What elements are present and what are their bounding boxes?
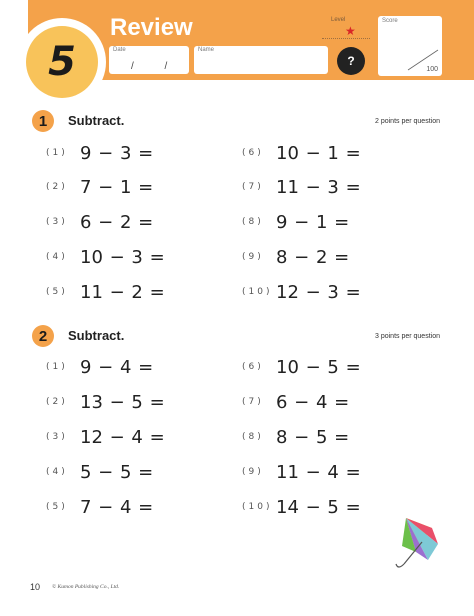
problem-row[interactable] — [242, 426, 349, 448]
score-label: Score — [382, 18, 398, 24]
problem-expression: 12 − 3 = — [276, 281, 361, 303]
problem-index: (3) — [46, 432, 68, 442]
section-number: 1 — [32, 110, 54, 132]
page-title: Review — [110, 14, 193, 41]
problem-row[interactable] — [242, 461, 361, 483]
problem-expression: 6 − 4 = — [276, 391, 350, 413]
problem-row[interactable] — [242, 391, 349, 413]
score-max: 100 — [426, 66, 438, 73]
problem-row[interactable] — [46, 391, 165, 413]
problem-expression: 8 − 5 = — [276, 426, 350, 448]
level-label: Level — [331, 17, 346, 23]
problem-row[interactable] — [46, 496, 153, 518]
problem-index: (6) — [242, 362, 264, 372]
problem-index: (2) — [46, 397, 68, 407]
problem-expression: 11 − 2 = — [80, 281, 165, 303]
section-title: Subtract. — [68, 328, 125, 343]
problem-index: (2) — [46, 182, 68, 192]
section-points: 2 points per question — [375, 118, 440, 125]
problem-row[interactable] — [242, 281, 361, 303]
problem-index: (7) — [242, 397, 264, 407]
problem-expression: 9 − 4 = — [80, 356, 154, 378]
problem-row[interactable] — [242, 356, 361, 378]
problem-expression: 6 − 2 = — [80, 211, 154, 233]
problem-row[interactable] — [46, 176, 153, 198]
problem-row[interactable] — [242, 246, 349, 268]
problem-expression: 10 − 3 = — [80, 246, 165, 268]
problem-expression: 11 − 3 = — [276, 176, 361, 198]
problem-index: (6) — [242, 148, 264, 158]
problem-row[interactable] — [46, 211, 153, 233]
name-label: Name — [198, 47, 215, 53]
problem-expression: 7 − 4 = — [80, 496, 154, 518]
problem-index: (5) — [46, 502, 68, 512]
problem-row[interactable] — [46, 426, 165, 448]
problem-index: (8) — [242, 217, 264, 227]
problem-index: (3) — [46, 217, 68, 227]
problem-row[interactable] — [242, 211, 349, 233]
problem-row[interactable] — [46, 356, 153, 378]
problem-expression: 10 − 1 = — [276, 142, 361, 164]
score-field[interactable] — [378, 16, 442, 76]
problem-row[interactable] — [46, 461, 153, 483]
problem-index: (8) — [242, 432, 264, 442]
problem-index: (9) — [242, 252, 264, 262]
star-icon: ★ — [345, 24, 356, 38]
problem-expression: 5 − 5 = — [80, 461, 154, 483]
page-number: 10 — [30, 582, 41, 592]
problem-index: (10) — [242, 502, 273, 512]
date-slashes: / / — [131, 61, 182, 72]
name-field[interactable] — [194, 46, 328, 74]
problem-expression: 8 − 2 = — [276, 246, 350, 268]
problem-index: (9) — [242, 467, 264, 477]
problem-index: (4) — [46, 467, 68, 477]
problem-index: (5) — [46, 287, 68, 297]
section-title: Subtract. — [68, 113, 125, 128]
problem-expression: 12 − 4 = — [80, 426, 165, 448]
level-badge-icon: ? — [337, 47, 365, 75]
date-label: Date — [113, 47, 126, 53]
problem-row[interactable] — [46, 246, 165, 268]
problem-expression: 14 − 5 = — [276, 496, 361, 518]
problem-expression: 13 − 5 = — [80, 391, 165, 413]
problem-index: (1) — [46, 362, 68, 372]
copyright-text: © Kumon Publishing Co., Ltd. — [52, 584, 120, 590]
problem-index: (4) — [46, 252, 68, 262]
section-points: 3 points per question — [375, 333, 440, 340]
problem-expression: 10 − 5 = — [276, 356, 361, 378]
problem-expression: 11 − 4 = — [276, 461, 361, 483]
problem-index: (10) — [242, 287, 273, 297]
problem-index: (1) — [46, 148, 68, 158]
problem-row[interactable] — [242, 142, 361, 164]
problem-row[interactable] — [46, 142, 153, 164]
section-number: 2 — [32, 325, 54, 347]
level-divider — [322, 38, 370, 39]
date-field[interactable] — [109, 46, 189, 74]
problem-expression: 9 − 3 = — [80, 142, 154, 164]
problem-expression: 7 − 1 = — [80, 176, 154, 198]
problem-row[interactable] — [242, 176, 361, 198]
umbrella-icon — [392, 516, 440, 572]
unit-number: 5 — [26, 26, 98, 98]
problem-expression: 9 − 1 = — [276, 211, 350, 233]
problem-row[interactable] — [46, 281, 165, 303]
problem-row[interactable] — [242, 496, 361, 518]
problem-index: (7) — [242, 182, 264, 192]
